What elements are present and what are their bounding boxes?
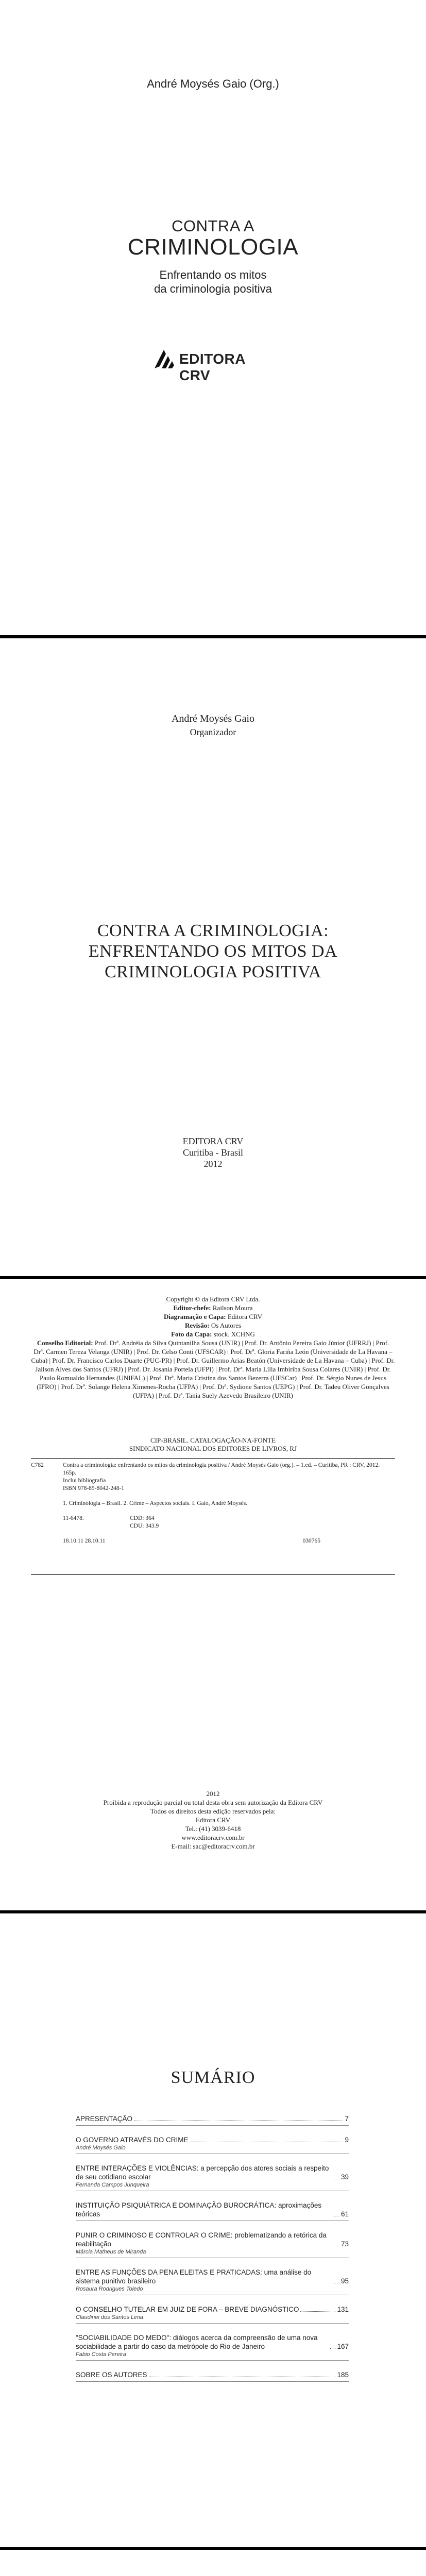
credits-block xyxy=(31,1295,395,1400)
toc-entry-author: André Moysés Gaio xyxy=(76,2145,126,2151)
board-label: Conselho Editorial: xyxy=(37,1339,93,1347)
toc-entry-title: ENTRE AS FUNÇÕES DA PENA ELEITAS E PRATICADAS: uma análise do sistema punitivo brasileiro xyxy=(76,2268,312,2285)
toc-leader-dots xyxy=(330,2348,335,2349)
toc-entry[interactable] xyxy=(76,2305,349,2324)
cover-photo-label: Foto da Capa: xyxy=(171,1330,212,1338)
title-page xyxy=(0,638,426,1276)
cip-biblio: Inclui bibliografia xyxy=(63,1478,106,1484)
toc-entry-rule xyxy=(76,2125,349,2126)
toc-entry[interactable] xyxy=(76,2114,349,2126)
publisher-logo xyxy=(152,348,276,383)
cip-text-block xyxy=(63,1462,393,1545)
cip-cdu: CDU: 343.9 xyxy=(130,1523,159,1529)
rights-publisher: Editora CRV xyxy=(195,1816,231,1824)
title-page-title-line3: CRIMINOLOGIA POSITIVA xyxy=(105,962,321,981)
toc-entry-author: Márcia Matheus de Miranda xyxy=(76,2249,146,2255)
toc-entry-line xyxy=(76,2333,349,2351)
rights-reserved: Todos os direitos desta edição reservados pela: xyxy=(150,1807,276,1815)
title-page-role: Organizador xyxy=(190,727,236,737)
cover-title-line1: CONTRA A xyxy=(172,217,254,235)
cip-id: 030765 xyxy=(302,1538,320,1544)
publisher-logo-text: EDITORA CRV xyxy=(179,351,245,383)
toc-entry-rule xyxy=(76,2360,349,2361)
cip-subtitle: SINDICATO NACIONAL DOS EDITORES DE LIVROS, RJ xyxy=(129,1445,297,1452)
crv-logo-icon xyxy=(152,348,175,370)
toc-entry-title: ENTRE INTERAÇÕES E VIOLÊNCIAS: a percepção dos atores sociais a respeito de seu cotidiano escolar xyxy=(76,2164,329,2181)
toc-entry-author: Fabio Costa Pereira xyxy=(76,2351,126,2358)
toc-entry-line xyxy=(76,2231,349,2248)
cip-dates: 18.10.11 28.10.11 xyxy=(63,1538,106,1544)
rights-year: 2012 xyxy=(206,1790,220,1798)
board-text: Prof. Drª. Andréia da Silva Quintanilha Sousa (UNIR) | Prof. Dr. Antônio Pereira Gaio Júnior (UFRRJ) | Prof. Drª. Carmen Tereza Velanga (UNIR) | Prof. Dr. Celso Conti (UFSCAR) | Prof. Drª. Gloria Fariña León (Universidade de La Havana – Cuba) | Prof. Dr. Francisco Carlos Duarte (PUC-PR) | Prof. Dr. Guillermo Arias Beatón (Universidade de La Havana – Cuba) | Prof. Dr. Jailson Alves dos Santos (UFRJ) | Prof. Dr. Josania Portela (UFPI) | Prof. Drª. Maria Lília Imbiriba Sousa Colares (UNIR) | Prof. Dr. Paulo Romualdo Hernandes (UNIFAL) | Prof. Drª. Maria Cristina dos Santos Bezerra (UFSCar) | Prof. Dr. Sérgio Nunes de Jesus (IFRO) | Prof. Drª. Solange Helena Ximenes-Rocha (UFPA) | Prof. Drª. Sydione Santos (UEPG) | Prof. Dr. Tadeu Oliver Gonçalves (UFPA) | Prof. Drª. Tania Suely Azevedo Brasileiro (UNIR) xyxy=(31,1339,395,1399)
toc-entry-line xyxy=(76,2136,349,2144)
title-page-publisher-block xyxy=(0,1136,426,1170)
presentation-page xyxy=(0,2550,426,2576)
toc-entry[interactable] xyxy=(76,2268,349,2295)
toc-entry[interactable] xyxy=(76,2164,349,2191)
toc-heading: SUMÁRIO xyxy=(171,2068,255,2087)
copyright-line: Copyright © da Editora CRV Ltda. xyxy=(166,1295,260,1303)
cip-code: 11-6478. xyxy=(63,1515,84,1521)
toc-entry-line xyxy=(76,2268,349,2285)
cip-subjects: 1. Criminologia – Brasil. 2. Crime – Aspectos sociais. I. Gaio, André Moysés. xyxy=(63,1500,248,1506)
editor-line xyxy=(31,1303,395,1312)
cip-pages: 165p. xyxy=(63,1470,76,1476)
review-value: Os Autores xyxy=(211,1321,242,1329)
toc-entry-page: 9 xyxy=(345,2136,349,2144)
toc-entry-author: Fernanda Campos Junqueira xyxy=(76,2182,149,2188)
cip-title: CIP-BRASIL. CATALOGAÇÃO-NA-FONTE xyxy=(150,1436,276,1444)
cover-subtitle-line1: Enfrentando os mitos xyxy=(159,268,267,281)
toc-entry-title: SOBRE OS AUTORES xyxy=(76,2371,147,2379)
cip-number: C782 xyxy=(31,1462,44,1468)
toc-entry-page: 39 xyxy=(340,2173,349,2181)
toc-entry-line xyxy=(76,2305,349,2314)
toc-entry-title: PUNIR O CRIMINOSO E CONTROLAR O CRIME: problematizando a retórica da reabilitação xyxy=(76,2231,327,2248)
cover-subtitle-line2: da criminologia positiva xyxy=(154,282,272,295)
toc-entry-author: Rosaura Rodrigues Toledo xyxy=(76,2286,143,2292)
toc-entry[interactable] xyxy=(76,2231,349,2258)
rights-site: www.editoracrv.com.br xyxy=(181,1834,245,1841)
cip-isbn: ISBN 978-85-8042-248-1 xyxy=(63,1485,125,1492)
toc-entry-title: INSTITUIÇÃO PSIQUIÁTRICA E DOMINAÇÃO BUROCRÁTICA: aproximações teóricas xyxy=(76,2201,322,2218)
layout-label: Diagramação e Capa: xyxy=(163,1313,226,1320)
cip-classification xyxy=(63,1515,393,1522)
toc-entry-title: O CONSELHO TUTELAR EM JUIZ DE FORA – BREVE DIAGNÓSTICO xyxy=(76,2306,299,2313)
toc-entry-page: 185 xyxy=(337,2371,349,2379)
title-page-title-line1: CONTRA A CRIMINOLOGIA: xyxy=(97,921,329,940)
layout-value: Editora CRV xyxy=(227,1313,263,1320)
toc-list xyxy=(76,2114,349,2392)
toc-entry-page: 131 xyxy=(337,2306,349,2313)
title-page-year: 2012 xyxy=(203,1159,223,1169)
cip-footer-row xyxy=(63,1537,320,1545)
cip-cdd: CDD: 364 xyxy=(130,1515,155,1521)
toc-entry-title: "SOCIABILIDADE DO MEDO": diálogos acerca da compreensão de uma nova sociabilidade a partir do caso da metrópole do Rio de Janeiro xyxy=(76,2334,318,2350)
toc-entry-line xyxy=(76,2114,349,2123)
title-page-author: André Moysés Gaio xyxy=(171,713,255,724)
copyright-page xyxy=(0,1279,426,1910)
title-page-publisher: EDITORA CRV xyxy=(182,1136,244,1146)
toc-entry-page: 95 xyxy=(340,2277,349,2285)
cip-description: Contra a criminologia: enfrentando os mitos da criminologia positiva / André Moysés Gaio (org.). – 1.ed. – Curitiba, PR : CRV, 2012. xyxy=(63,1462,380,1468)
rights-block xyxy=(0,1789,426,1851)
title-page-title-line2: ENFRENTANDO OS MITOS DA xyxy=(88,942,338,961)
rights-notice: Proibida a reprodução parcial ou total desta obra sem autorização da Editora CRV xyxy=(103,1799,323,1806)
toc-entry-page: 7 xyxy=(345,2115,349,2123)
cover-title-line2: CRIMINOLOGIA xyxy=(127,234,299,260)
toc-entry[interactable] xyxy=(76,2333,349,2361)
review-line xyxy=(31,1321,395,1330)
cip-classification-2 xyxy=(63,1522,393,1530)
toc-entry-rule xyxy=(76,2381,349,2382)
cover-page xyxy=(0,0,426,635)
editor-value: Railson Moura xyxy=(212,1304,253,1312)
toc-leader-dots xyxy=(300,2311,335,2312)
toc-entry-page: 73 xyxy=(340,2240,349,2248)
toc-entry[interactable] xyxy=(76,2370,349,2382)
toc-entry-page: 61 xyxy=(340,2210,349,2218)
title-page-title xyxy=(0,921,426,982)
toc-entry-page: 167 xyxy=(337,2343,349,2350)
toc-entry[interactable] xyxy=(76,2201,349,2221)
cip-header xyxy=(0,1436,426,1453)
cover-photo-line xyxy=(31,1330,395,1338)
toc-entry-author: Claudinei dos Santos Lima xyxy=(76,2314,143,2320)
toc-entry-rule xyxy=(76,2323,349,2324)
toc-entry-line xyxy=(76,2201,349,2218)
toc-entry[interactable] xyxy=(76,2136,349,2154)
toc-entry-line xyxy=(76,2370,349,2379)
toc-entry-line xyxy=(76,2164,349,2181)
rights-email: E-mail: sac@editoracrv.com.br xyxy=(171,1842,255,1850)
editorial-board xyxy=(31,1338,395,1400)
layout-line xyxy=(31,1312,395,1321)
cover-subtitle xyxy=(0,268,426,296)
cover-photo-value: stock. XCHNG xyxy=(213,1330,255,1338)
rights-phone: Tel.: (41) 3039-6418 xyxy=(185,1825,241,1833)
editor-label: Editor-chefe: xyxy=(173,1304,211,1312)
cover-author: André Moysés Gaio (Org.) xyxy=(147,77,279,90)
review-label: Revisão: xyxy=(184,1321,210,1329)
toc-page xyxy=(0,1913,426,2547)
title-page-city: Curitiba - Brasil xyxy=(183,1147,243,1158)
toc-entry-title: O GOVERNO ATRAVÉS DO CRIME xyxy=(76,2136,189,2144)
cip-record xyxy=(31,1458,395,1575)
toc-entry-title: APRESENTAÇÃO xyxy=(76,2115,133,2123)
